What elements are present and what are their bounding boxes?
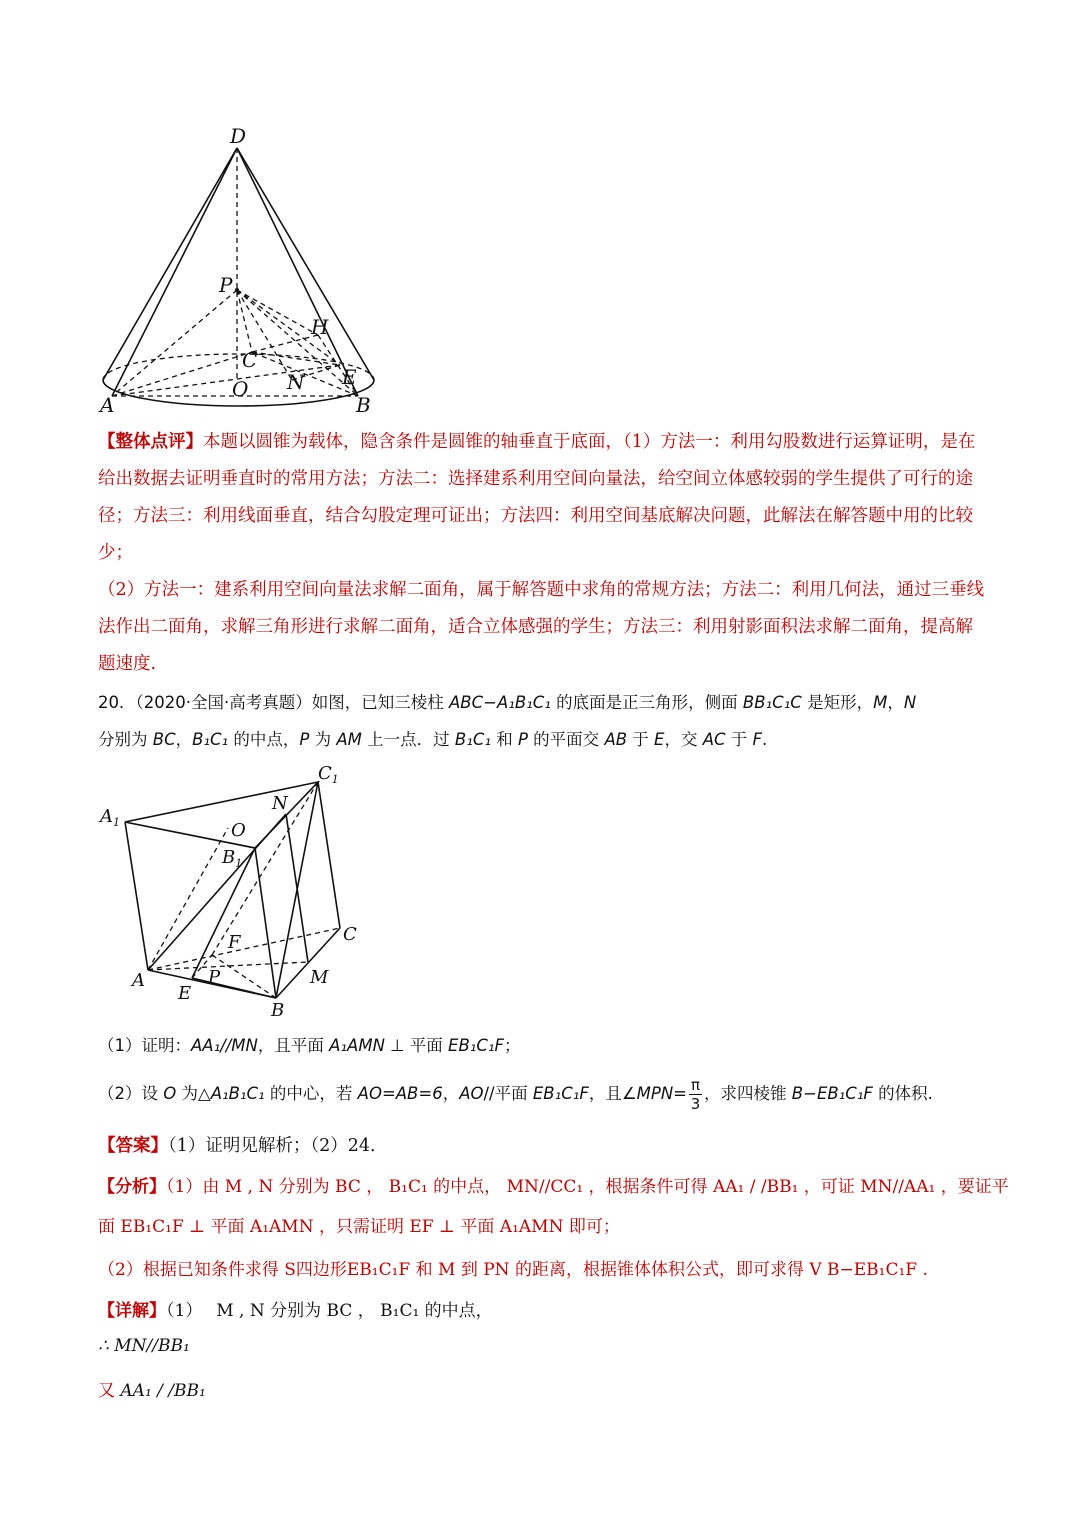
analysis-tag: 【分析】 xyxy=(98,1177,166,1197)
face-name: BB₁C₁C xyxy=(742,693,802,712)
analysis-line-1 xyxy=(98,1172,1009,1197)
label-b: B xyxy=(356,393,371,417)
question-2 xyxy=(98,1072,933,1116)
label-b1: $B_1$ xyxy=(222,847,243,870)
review-paragraph-2 xyxy=(98,572,988,683)
detail-text-1: （1） M , N 分别为 BC ， B₁C₁ 的中点， xyxy=(166,1301,493,1321)
label-o: O xyxy=(232,377,249,401)
problem-text: 上一点．过 xyxy=(361,730,455,749)
problem-source: （2020·全国·高考真题） xyxy=(135,693,312,712)
problem-text: ， xyxy=(887,693,904,712)
prism-name: ABC−A₁B₁C₁ xyxy=(448,693,551,712)
problem-text: ， xyxy=(175,730,193,749)
problem-text: 的平面交 xyxy=(527,730,605,749)
problem-text: ，交 xyxy=(664,730,703,749)
segment-b1c1: B₁C₁ xyxy=(454,730,491,749)
label-c: C xyxy=(343,924,357,945)
segment-bc: BC xyxy=(152,730,176,749)
pi-over-three xyxy=(689,1076,702,1113)
q1-expr: EB₁C₁F xyxy=(448,1036,505,1055)
point-f: F xyxy=(752,730,763,749)
q2-expr: AO xyxy=(459,1084,484,1103)
label-a: A xyxy=(100,393,115,417)
q2-expr: A₁B₁C₁ xyxy=(210,1084,265,1103)
problem-text: 的中点， xyxy=(228,730,300,749)
q2-text: 的体积. xyxy=(872,1084,933,1103)
segment-b1c1: B₁C₁ xyxy=(192,730,229,749)
label-d: D xyxy=(230,124,247,148)
prism-figure xyxy=(95,760,375,1020)
problem-text: 为 xyxy=(309,730,337,749)
point-m: M xyxy=(873,693,888,712)
detail-line-3 xyxy=(98,1376,206,1401)
label-a: A xyxy=(132,970,145,991)
label-e: E xyxy=(342,365,357,389)
label-n: N xyxy=(287,370,305,394)
label-p: P xyxy=(208,967,221,988)
q2-text: //平面 xyxy=(483,1084,533,1103)
detail-line-2 xyxy=(98,1336,190,1356)
analysis-text-2: 面 EB₁C₁F ⊥ 平面 A₁AMN ，只需证明 EF ⊥ 平面 A₁AMN 即可； xyxy=(98,1217,620,1237)
segment-ac: AC xyxy=(702,730,726,749)
label-h: H xyxy=(311,315,329,339)
label-o: O xyxy=(231,820,246,841)
q2-text: ，且∠ xyxy=(588,1084,637,1103)
segment-ab: AB xyxy=(604,730,628,749)
detail-tag: 【详解】 xyxy=(98,1301,166,1321)
q2-text: ，求四棱锥 xyxy=(704,1084,792,1103)
analysis-line-2 xyxy=(98,1212,620,1237)
answer-text: （1）证明见解析；（2）24． xyxy=(168,1136,388,1156)
analysis-text-3: （2）根据已知条件求得 S四边形EB₁C₁F 和 M 到 PN 的距离，根据锥体体积公式，即可求得 V B−EB₁C₁F . xyxy=(98,1260,928,1280)
point-e: E xyxy=(654,730,665,749)
answer-tag: 【答案】 xyxy=(98,1136,168,1156)
point-p: P xyxy=(299,730,310,749)
answer-line xyxy=(98,1132,388,1157)
q1-text: ； xyxy=(504,1036,521,1055)
q2-expr: MPN= xyxy=(636,1084,688,1103)
analysis-line-3 xyxy=(98,1255,928,1280)
label-f: F xyxy=(228,932,241,953)
detail-text-2: ∴ MN//BB₁ xyxy=(98,1336,190,1356)
problem-text: 分别为 xyxy=(98,730,153,749)
point-p: P xyxy=(517,730,528,749)
label-e: E xyxy=(178,983,192,1004)
q1-lead: （1）证明： xyxy=(98,1036,191,1055)
q1-expr: AA₁//MN xyxy=(191,1036,258,1055)
review-paragraph-1 xyxy=(98,424,988,572)
q2-text: ， xyxy=(442,1084,460,1103)
label-c1: $C_1$ xyxy=(318,763,339,786)
question-1 xyxy=(98,1032,521,1056)
label-n: N xyxy=(272,793,288,814)
q2-text: （2）设 xyxy=(98,1084,164,1103)
problem-text: 和 xyxy=(490,730,518,749)
detail-text-3a: 又 xyxy=(98,1381,121,1401)
label-p: P xyxy=(219,273,233,297)
cone-figure xyxy=(95,120,395,420)
q2-expr: B−EB₁C₁F xyxy=(791,1084,873,1103)
problem-text: 的底面是正三角形，侧面 xyxy=(550,693,743,712)
review-text-2: （2）方法一：建系利用空间向量法求解二面角，属于解答题中求角的常规方法；方法二：利用几何法，通过三垂线法作出二面角，求解三角形进行求解二面角，适合立体感强的学生；方法三：利用射影面积法求解二面角，提高解题速度. xyxy=(98,580,985,674)
q2-text: 为△ xyxy=(176,1084,211,1103)
review-text-1: 本题以圆锥为载体，隐含条件是圆锥的轴垂直于底面，（1）方法一：利用勾股数进行运算证明，是在给出数据去证明垂直时的常用方法；方法二：选择建系利用空间向量法，给空间立体感较弱的学生提供了可行的途径；方法三：利用线面垂直，结合勾股定理可证出；方法四：利用空间基底解决问题，此解法在解答题中用的比较少； xyxy=(98,432,976,563)
detail-text-3b: AA₁ / /BB₁ xyxy=(120,1381,206,1401)
problem-text: 是矩形， xyxy=(801,693,874,712)
review-tag: 【整体点评】 xyxy=(98,432,203,452)
q2-expr: AO=AB=6 xyxy=(357,1084,443,1103)
q2-expr: EB₁C₁F xyxy=(532,1084,589,1103)
label-m: M xyxy=(310,967,329,988)
q2-text: 的中心，若 xyxy=(264,1084,358,1103)
label-a1: $A_1$ xyxy=(100,806,120,829)
segment-am: AM xyxy=(336,730,362,749)
q1-text: ⊥ 平面 xyxy=(384,1036,449,1055)
q1-text: ，且平面 xyxy=(257,1036,330,1055)
frac-den: 3 xyxy=(690,1095,701,1113)
problem-text: 如图，已知三棱柱 xyxy=(311,693,449,712)
problem-text: 于 xyxy=(627,730,655,749)
detail-line-1 xyxy=(98,1296,493,1321)
problem-number: 20． xyxy=(98,693,136,712)
frac-num: π xyxy=(691,1076,701,1094)
label-b: B xyxy=(271,1000,285,1020)
q1-expr: A₁AMN xyxy=(329,1036,385,1055)
problem-statement xyxy=(98,684,988,758)
analysis-text-1: （1）由 M , N 分别为 BC ， B₁C₁ 的中点， MN//CC₁ ，根据条件可得 AA₁ / /BB₁ ，可证 MN//AA₁ ，要证平 xyxy=(166,1177,1009,1197)
point-n: N xyxy=(903,693,917,712)
problem-text: . xyxy=(762,730,768,749)
q2-expr: O xyxy=(163,1084,177,1103)
label-c: C xyxy=(242,348,258,372)
problem-text: 于 xyxy=(725,730,753,749)
